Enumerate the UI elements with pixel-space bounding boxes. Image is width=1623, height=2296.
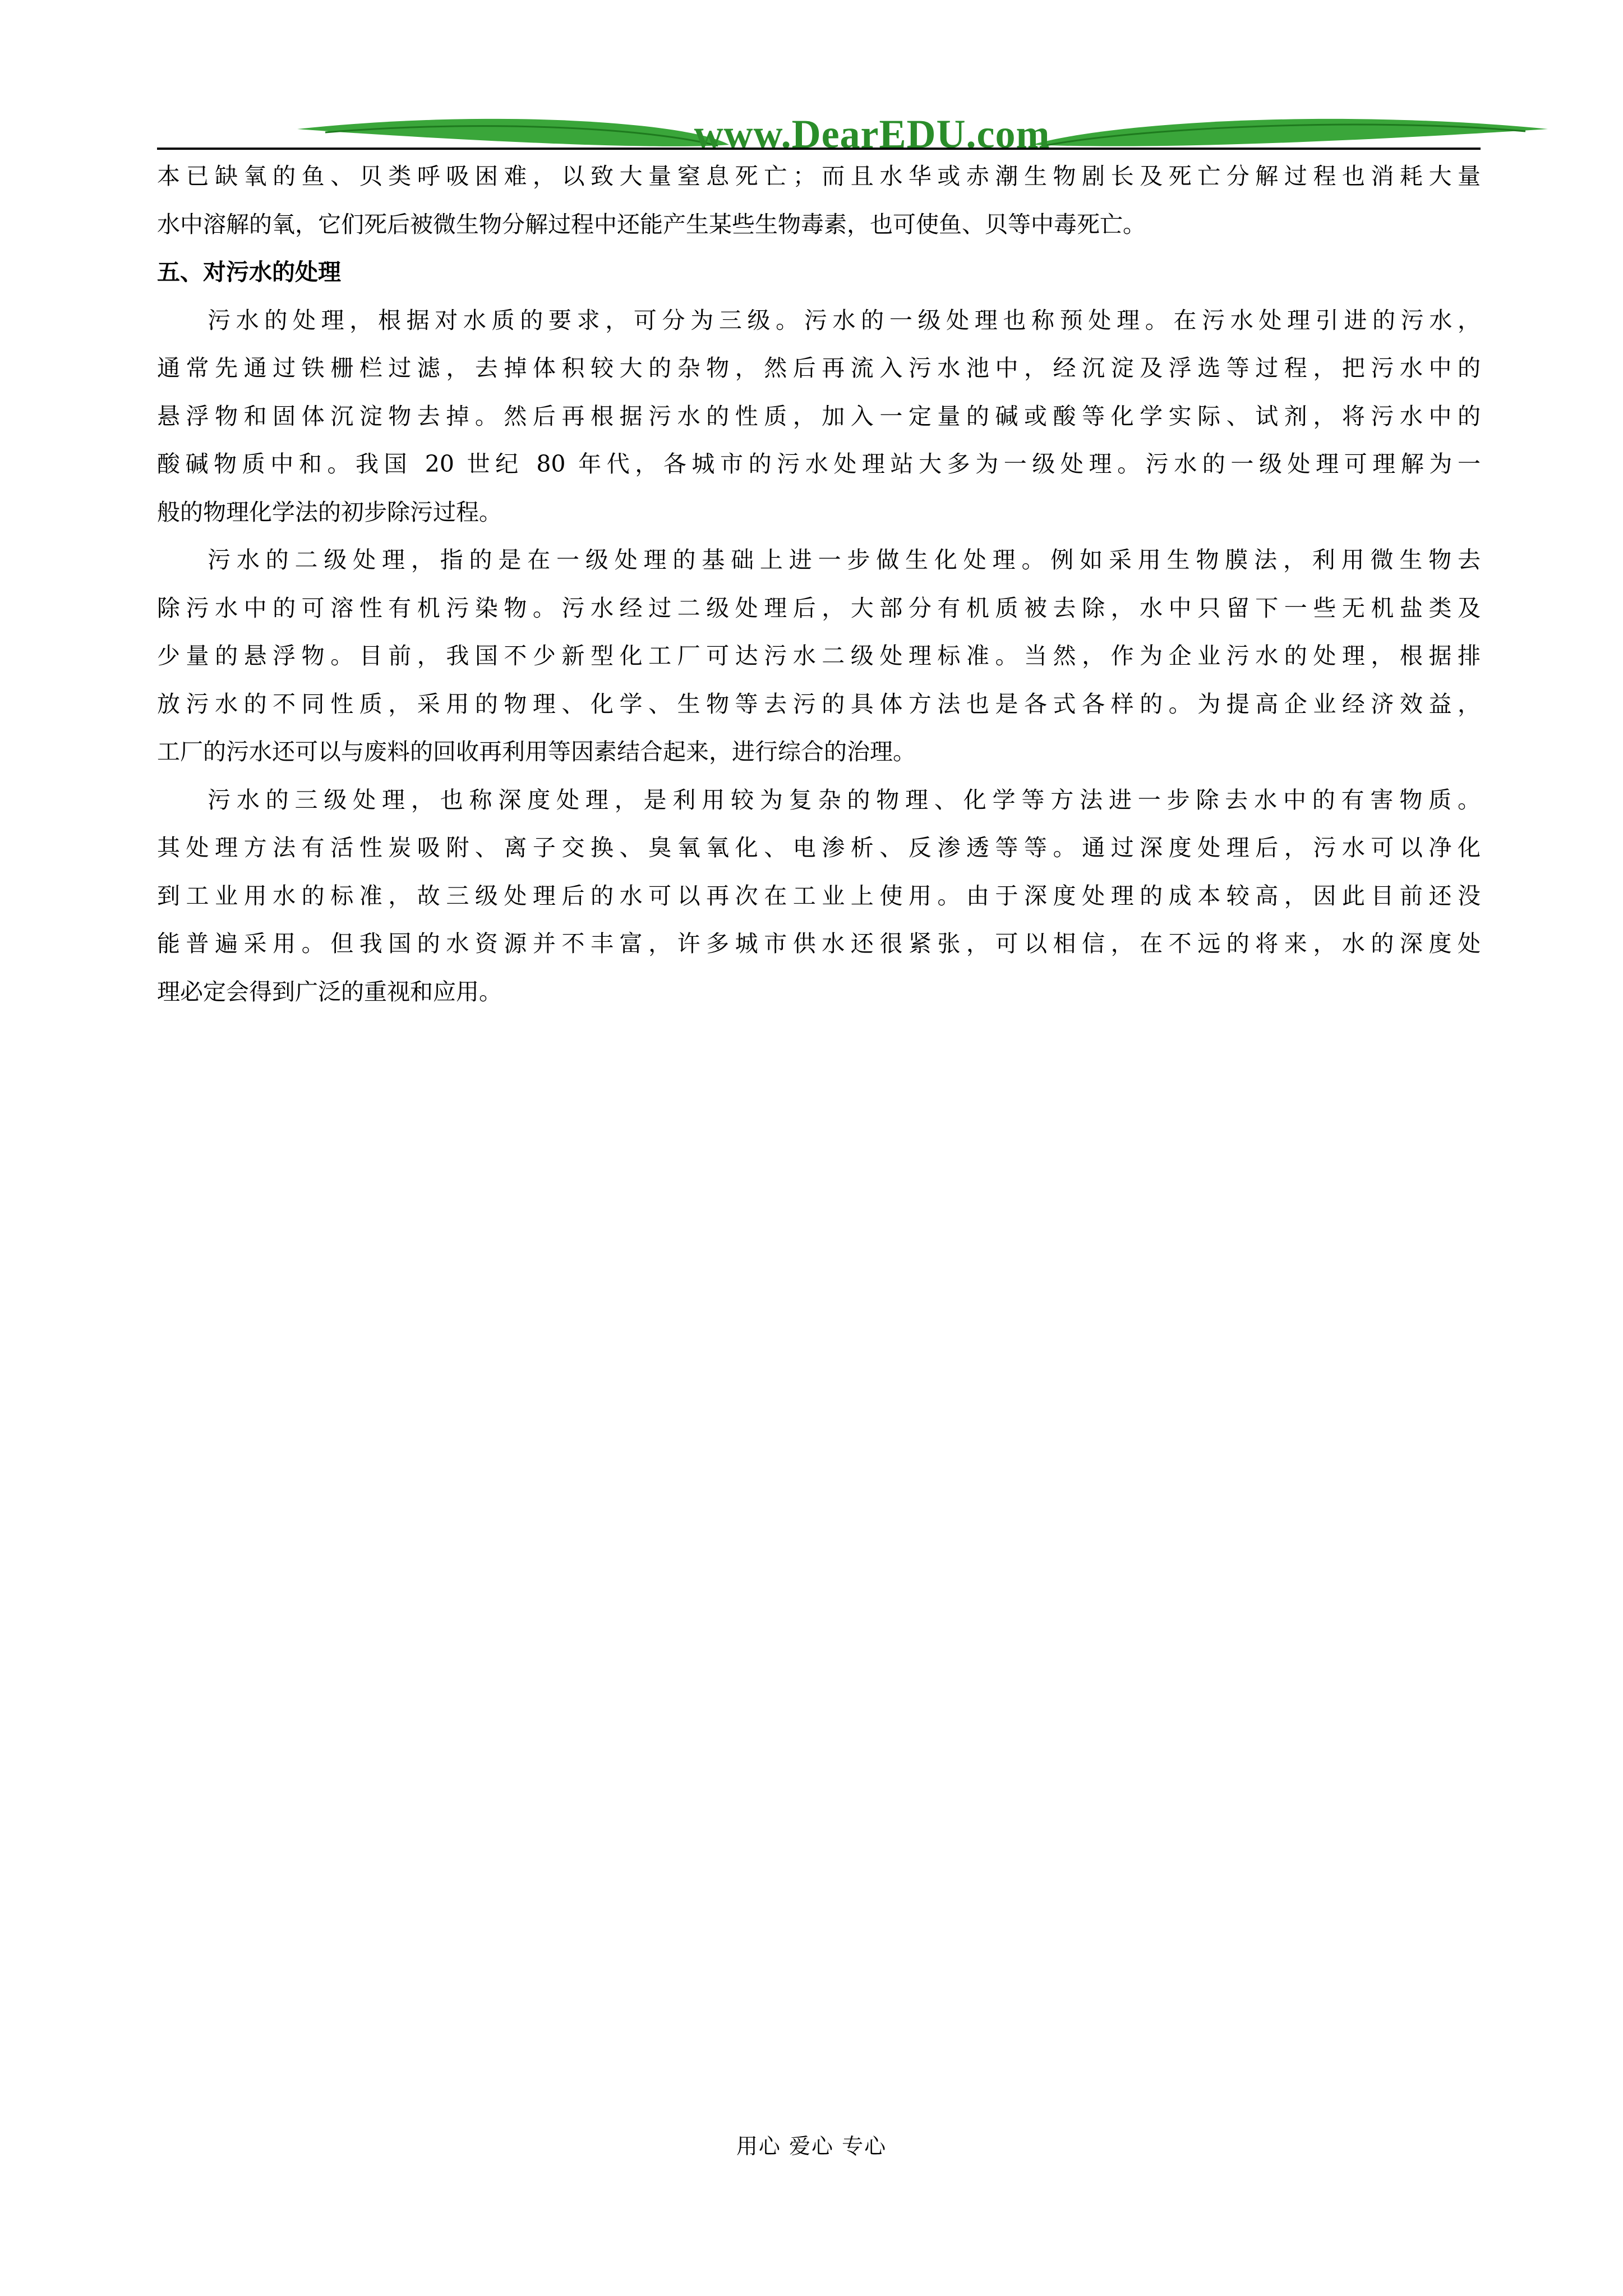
text-line: 其处理方法有活性炭吸附、离子交换、臭氧氧化、电渗析、反渗透等等。通过深度处理后，污水可以净化 bbox=[157, 834, 1481, 861]
text-line: 通常先通过铁栅栏过滤，去掉体积较大的杂物，然后再流入污水池中，经沉淀及浮选等过程，把污水中的 bbox=[157, 355, 1481, 381]
text-line: 污水的二级处理，指的是在一级处理的基础上进一步做生化处理。例如采用生物膜法，利用微生物去 bbox=[208, 546, 1481, 573]
paragraph-secondary-treatment bbox=[157, 536, 1481, 776]
text-line: 工厂的污水还可以与废料的回收再利用等因素结合起来，进行综合的治理。 bbox=[157, 738, 916, 765]
text-line: 般的物理化学法的初步除污过程。 bbox=[157, 498, 502, 526]
section-heading: 五、对污水的处理 bbox=[157, 259, 341, 286]
paragraph-tertiary-treatment bbox=[157, 776, 1481, 1016]
header-divider bbox=[157, 148, 1481, 150]
text-line: 到工业用水的标准，故三级处理后的水可以再次在工业上使用。由于深度处理的成本较高，因此目前还没 bbox=[157, 882, 1481, 909]
text-line: 放污水的不同性质，采用的物理、化学、生物等去污的具体方法也是各式各样的。为提高企业经济效益， bbox=[157, 690, 1481, 717]
text-line: 污水的处理，根据对水质的要求，可分为三级。污水的一级处理也称预处理。在污水处理引进的污水， bbox=[208, 306, 1481, 334]
text-line: 理必定会得到广泛的重视和应用。 bbox=[157, 978, 502, 1005]
text-line: 污水的三级处理，也称深度处理，是利用较为复杂的物理、化学等方法进一步除去水中的有害物质。 bbox=[208, 786, 1481, 813]
text-line: 酸碱物质中和。我国 20 世纪 80 年代，各城市的污水处理站大多为一级处理。污水的一级处理可理解为一 bbox=[157, 450, 1481, 477]
text-line: 能普遍采用。但我国的水资源并不丰富，许多城市供水还很紧张，可以相信，在不远的将来，水的深度处 bbox=[157, 930, 1481, 957]
paragraph-primary-treatment bbox=[157, 297, 1481, 537]
text-line: 本已缺氧的鱼、贝类呼吸困难，以致大量窒息死亡；而且水华或赤潮生物剧长及死亡分解过程也消耗大量 bbox=[157, 163, 1481, 190]
text-line: 悬浮物和固体沉淀物去掉。然后再根据污水的性质，加入一定量的碱或酸等化学实际、试剂，将污水中的 bbox=[157, 402, 1481, 430]
text-line: 少量的悬浮物。目前，我国不少新型化工厂可达污水二级处理标准。当然，作为企业污水的处理，根据排 bbox=[157, 642, 1481, 669]
document-body bbox=[157, 153, 1481, 1016]
page-footer: 用心 爱心 专心 bbox=[736, 2134, 887, 2159]
text-line: 除污水中的可溶性有机污染物。污水经过二级处理后，大部分有机质被去除，水中只留下一些无机盐类及 bbox=[157, 594, 1481, 622]
text-line: 水中溶解的氧，它们死后被微生物分解过程中还能产生某些生物毒素，也可使鱼、贝等中毒死亡。 bbox=[157, 210, 1146, 238]
site-logo-text[interactable]: www.DearEDU.com bbox=[694, 112, 1050, 157]
